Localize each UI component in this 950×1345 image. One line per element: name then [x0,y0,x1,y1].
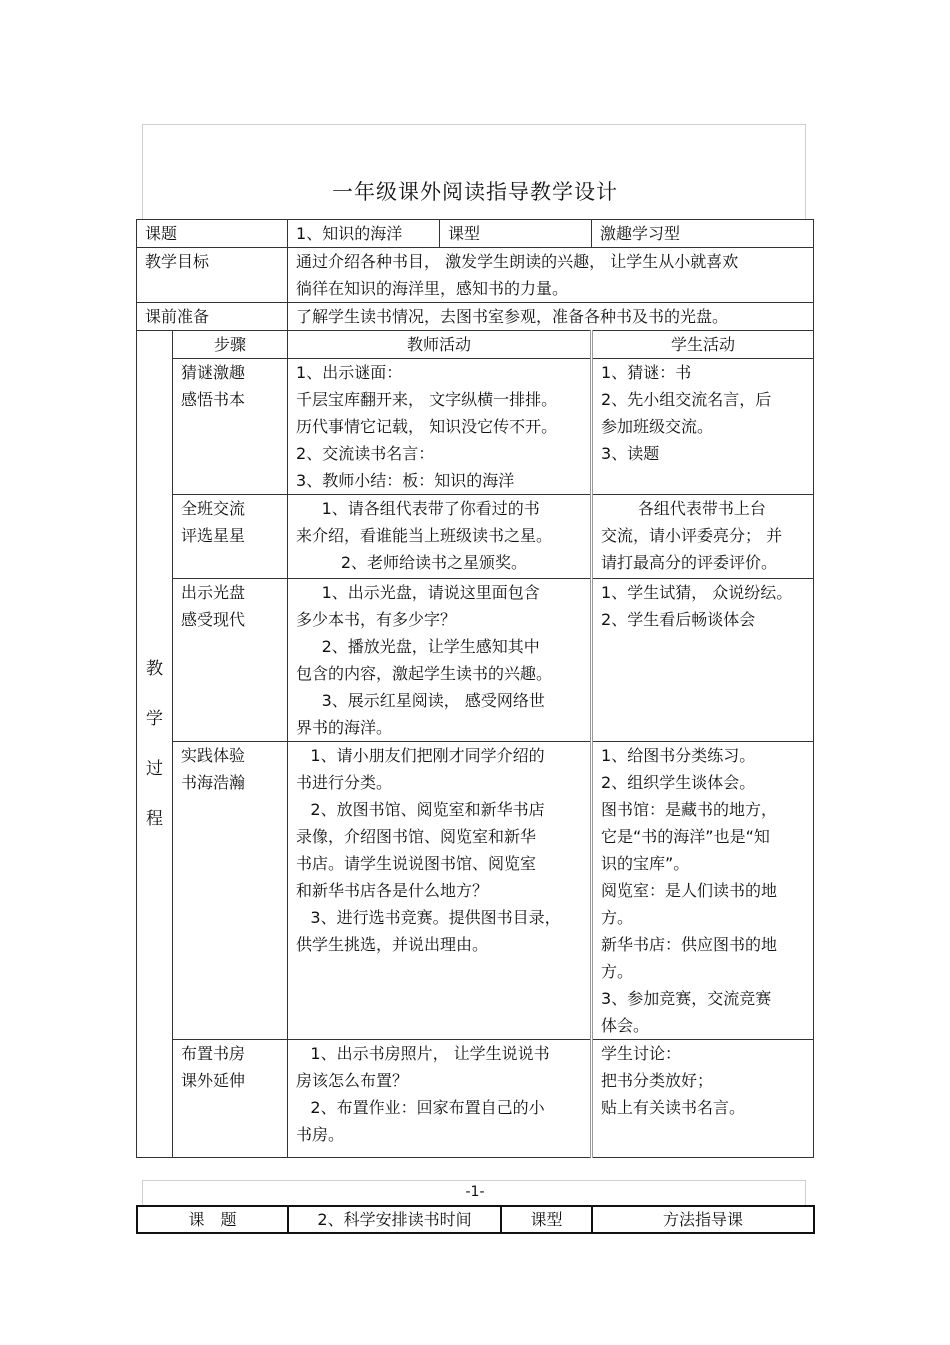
teacher-line: 界书的海洋。 [296,718,393,737]
teacher-line: 多少本书，有多少字？ [296,610,457,629]
next-lesson-value: 2、科学安排读书时间 [288,1206,501,1233]
teacher-line: 供学生挑选，并说出理由。 [296,935,489,954]
step-name-line: 书海浩瀚 [181,773,246,792]
teacher-line: 历代事情它记载， 知识没它传不开。 [296,417,558,436]
teacher-line: 来介绍，看谁能当上班级读书之星。 [296,526,553,545]
student-line: 3、参加竞赛，交流竞赛 [601,989,772,1008]
teacher-line: 2、交流读书名言： [296,444,435,463]
teacher-line: 1、请各组代表带了你看过的书 [321,499,540,518]
step-name-line: 布置书房 [181,1044,246,1063]
student-activity [592,1040,814,1158]
student-line: 体会。 [601,1016,650,1035]
teacher-line: 房该怎么布置？ [296,1071,409,1090]
student-line: 1、猜谜：书 [601,363,692,382]
goal-row [137,248,814,303]
step-name [173,359,288,495]
teacher-activity [288,359,592,495]
student-activity [592,359,814,495]
step-name [173,579,288,742]
step-row [137,1040,814,1158]
document-title: 一年级课外阅读指导教学设计 [332,180,618,204]
step-name-line: 感悟书本 [181,390,246,409]
teacher-line: 2、放图书馆、阅览室和新华书店 [310,800,545,819]
type-value: 激趣学习型 [592,220,814,248]
student-line: 它是“书的海洋”也是“知 [601,827,770,846]
teacher-activity [288,742,592,1040]
step-row [137,359,814,495]
step-row [137,495,814,579]
lesson-row [137,220,814,248]
student-line: 2、学生看后畅谈体会 [601,610,756,629]
lesson-label: 课题 [137,220,288,248]
teacher-line: 书进行分类。 [296,773,393,792]
next-type-label: 课型 [501,1206,592,1233]
process-char: 学 [146,709,163,729]
student-line: 阅览室：是人们读书的地 [601,881,778,900]
student-line: 2、组织学生谈体会。 [601,773,756,792]
teacher-line: 3、教师小结：板：知识的海洋 [296,471,515,490]
teacher-line: 包含的内容，激起学生读书的兴趣。 [296,664,553,683]
teacher-line: 1、出示谜面： [296,363,403,382]
student-activity [592,495,814,579]
teacher-line: 和新华书店各是什么地方？ [296,881,489,900]
next-type-value: 方法指导课 [592,1206,814,1233]
process-char: 教 [146,659,163,679]
teacher-line: 2、布置作业：回家布置自己的小 [310,1098,545,1117]
step-name [173,1040,288,1158]
step-name-line: 全班交流 [181,499,246,518]
student-line: 贴上有关读书名言。 [601,1098,746,1117]
type-label: 课型 [440,220,592,248]
next-lesson-label: 课 题 [137,1206,288,1233]
process-char: 过 [146,759,163,779]
student-line: 请打最高分的评委评价。 [601,553,778,572]
process-char: 程 [146,809,163,829]
teacher-line: 书店。请学生说说图书馆、阅览室 [296,854,537,873]
student-line: 1、学生试猜， 众说纷纭。 [601,583,793,602]
column-header-row [137,331,814,359]
prep-text: 了解学生读书情况，去图书室参观，准备各种书及书的光盘。 [288,303,814,331]
student-line: 1、给图书分类练习。 [601,746,756,765]
teacher-line: 书房。 [296,1125,345,1144]
teacher-line: 1、出示书房照片， 让学生说说书 [310,1044,550,1063]
step-row [137,742,814,1040]
teacher-header: 教师活动 [288,331,592,359]
student-line: 各组代表带书上台 [637,499,766,518]
step-name-line: 感受现代 [181,610,246,629]
student-line: 识的宝库”。 [601,854,690,873]
step-name-line: 出示光盘 [181,583,246,602]
next-lesson-row [137,1206,814,1233]
prep-label: 课前准备 [137,303,288,331]
step-name [173,495,288,579]
lesson-plan-table [136,219,814,1158]
step-header: 步骤 [173,331,288,359]
lesson-value: 1、知识的海洋 [288,220,440,248]
student-line: 图书馆：是藏书的地方， [601,800,778,819]
goal-line: 徜徉在知识的海洋里，感知书的力量。 [296,279,569,298]
teacher-line: 2、老师给读书之星颁奖。 [340,553,527,572]
step-row [137,579,814,742]
teacher-activity [288,579,592,742]
teacher-line: 1、出示光盘，请说这里面包含 [321,583,540,602]
teacher-line: 录像，介绍图书馆、阅览室和新华 [296,827,537,846]
prep-row [137,303,814,331]
student-line: 方。 [601,962,634,981]
student-activity [592,579,814,742]
goal-text [288,248,814,303]
step-name-line: 猜谜激趣 [181,363,246,382]
student-line: 方。 [601,908,634,927]
step-name-line: 实践体验 [181,746,246,765]
student-line: 3、读题 [601,444,660,463]
student-header: 学生活动 [592,331,814,359]
next-lesson-table [136,1205,815,1234]
step-name [173,742,288,1040]
teacher-line: 3、进行选书竞赛。提供图书目录， [310,908,561,927]
student-line: 参加班级交流。 [601,417,714,436]
step-name-line: 课外延伸 [181,1071,246,1090]
teacher-activity [288,495,592,579]
teacher-activity [288,1040,592,1158]
goal-line: 通过介绍各种书目， 激发学生朗读的兴趣， 让学生从小就喜欢 [296,252,739,271]
page-number: -1- [465,1184,485,1200]
student-line: 新华书店：供应图书的地 [601,935,778,954]
student-activity [592,742,814,1040]
teacher-line: 千层宝库翻开来， 文字纵横一排排。 [296,390,558,409]
process-label [137,331,173,1158]
teacher-line: 1、请小朋友们把刚才同学介绍的 [310,746,545,765]
teacher-line: 2、播放光盘，让学生感知其中 [321,637,540,656]
goal-label: 教学目标 [137,248,288,303]
step-name-line: 评选星星 [181,526,246,545]
student-line: 把书分类放好； [601,1071,714,1090]
student-line: 学生讨论： [601,1044,682,1063]
student-line: 交流，请小评委亮分； 并 [601,526,783,545]
student-line: 2、先小组交流名言，后 [601,390,772,409]
teacher-line: 3、展示红星阅读， 感受网络世 [321,691,545,710]
